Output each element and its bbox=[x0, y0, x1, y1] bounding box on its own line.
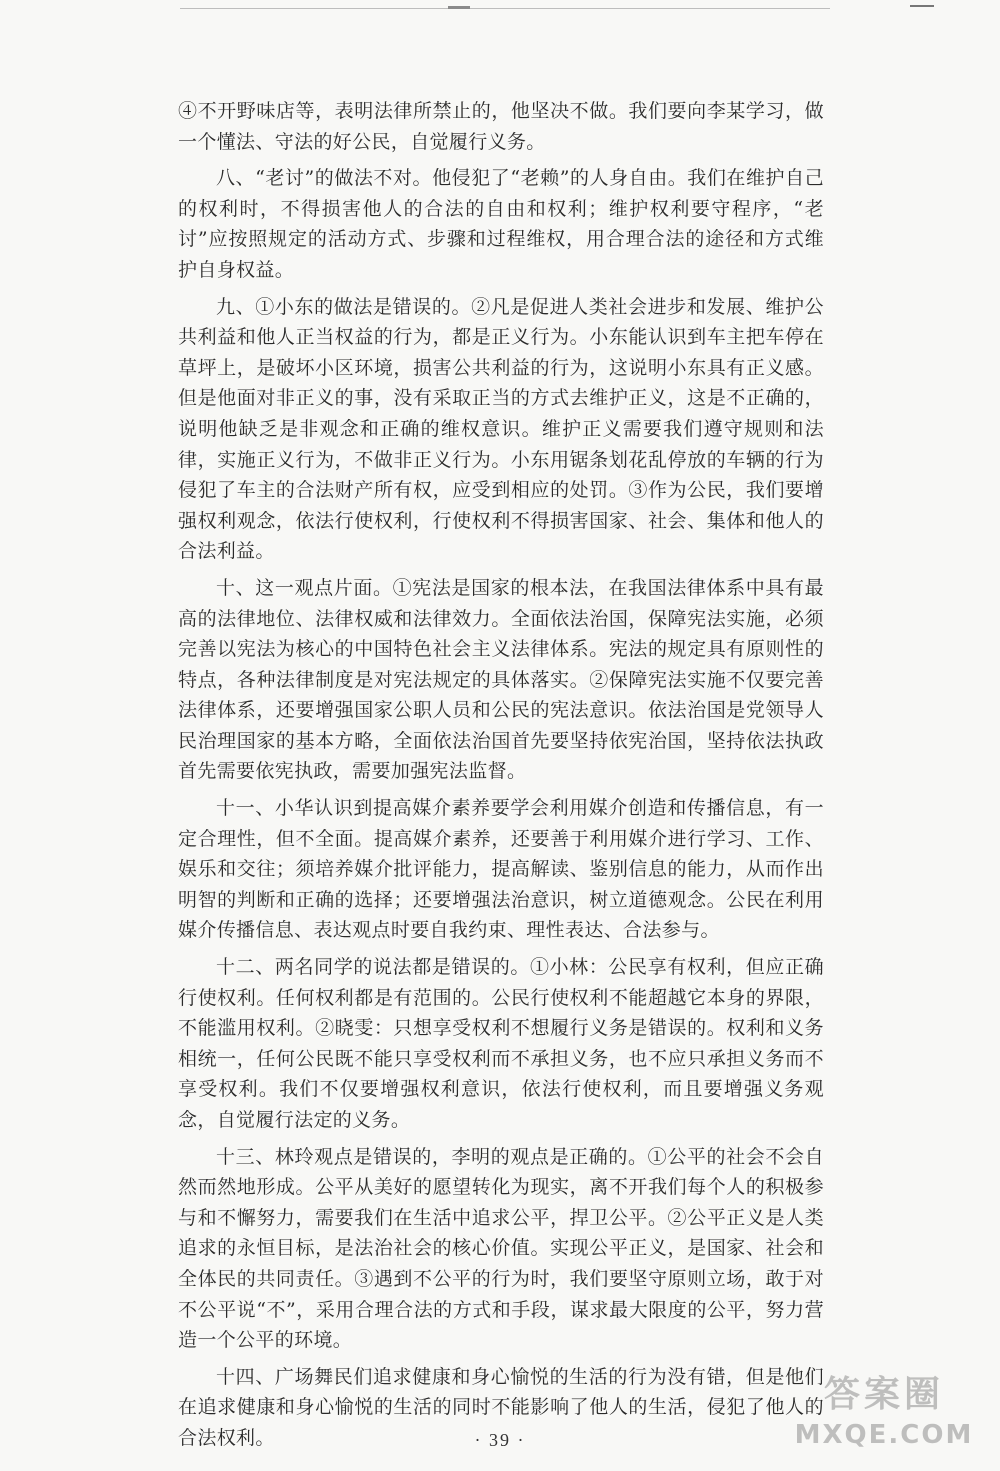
page-number: · 39 · bbox=[474, 1430, 526, 1450]
top-mark bbox=[448, 6, 470, 9]
watermark-url: MXQE.COM bbox=[794, 1420, 974, 1450]
answer-9: 九、①小东的做法是错误的。②凡是促进人类社会进步和发展、维护公共利益和他人正当权益的行为，都是正义行为。小东能认识到车主把车停在草坪上，是破坏小区环境，损害公共利益的行为，这说明小东具有正义感。但是他面对非正义的事，没有采取正当的方式去维护正义，这是不正确的，说明他缺乏是非观念和正确的维权意识。维护正义需要我们遵守规则和法律，实施正义行为，不做非正义行为。小东用锯条划花乱停放的车辆的行为侵犯了车主的合法财产所有权，应受到相应的处罚。③作为公民，我们要增强权利观念，依法行使权利，行使权利不得损害国家、社会、集体和他人的合法利益。 bbox=[178, 295, 824, 563]
page-body bbox=[178, 96, 824, 1460]
watermark-logo bbox=[786, 1372, 982, 1462]
answer-14: 十四、广场舞民们追求健康和身心愉悦的生活的行为没有错，但是他们在追求健康和身心愉悦的生活的同时不能影响了他人的生活，侵犯了他人的合法权利。 bbox=[178, 1365, 824, 1449]
top-rule bbox=[180, 8, 830, 9]
answer-12: 十二、两名同学的说法都是错误的。①小林：公民享有权利，但应正确行使权利。任何权利都是有范围的。公民行使权利不能超越它本身的界限，不能滥用权利。②晓雯：只想享受权利不想履行义务是错误的。权利和义务相统一，任何公民既不能只享受权利而不承担义务，也不应只承担义务而不享受权利。我们不仅要增强权利意识，依法行使权利，而且要增强义务观念，自觉履行法定的义务。 bbox=[178, 956, 824, 1131]
corner-dash bbox=[910, 5, 934, 7]
paragraph-continuation: ④不开野味店等，表明法律所禁止的，他坚决不做。我们要向李某学习，做一个懂法、守法的好公民，自觉履行义务。 bbox=[178, 100, 824, 153]
watermark-title: 答案圈 bbox=[823, 1374, 944, 1415]
answer-13: 十三、林玲观点是错误的，李明的观点是正确的。①公平的社会不会自然而然地形成。公平从美好的愿望转化为现实，离不开我们每个人的积极参与和不懈努力，需要我们在生活中追求公平，捍卫公平。②公平正义是人类追求的永恒目标，是法治社会的核心价值。实现公平正义，是国家、社会和全体民的共同责任。③遇到不公平的行为时，我们要坚守原则立场，敢于对不公平说“不”，采用合理合法的方式和手段，谋求最大限度的公平，努力营造一个公平的环境。 bbox=[178, 1145, 824, 1352]
answer-8: 八、“老讨”的做法不对。他侵犯了“老赖”的人身自由。我们在维护自己的权利时，不得损害他人的合法的自由和权利；维护权利要守程序，“老讨”应按照规定的活动方式、步骤和过程维权，用合理合法的途径和方式维护自身权益。 bbox=[178, 167, 824, 281]
answer-10: 十、这一观点片面。①宪法是国家的根本法，在我国法律体系中具有最高的法律地位、法律权威和法律效力。全面依法治国，保障宪法实施，必须完善以宪法为核心的中国特色社会主义法律体系。宪法的规定具有原则性的特点，各种法律制度是对宪法规定的具体落实。②保障宪法实施不仅要完善法律体系，还要增强国家公职人员和公民的宪法意识。依法治国是党领导人民治理国家的基本方略，全面依法治国首先要坚持依宪治国，坚持依法执政首先需要依宪执政，需要加强宪法监督。 bbox=[178, 576, 824, 783]
answer-11: 十一、小华认识到提高媒介素养要学会利用媒介创造和传播信息，有一定合理性，但不全面。提高媒介素养，还要善于利用媒介进行学习、工作、娱乐和交往；须培养媒介批评能力，提高解读、鉴别信息的能力，从而作出明智的判断和正确的选择；还要增强法治意识，树立道德观念。公民在利用媒介传播信息、表达观点时要自我约束、理性表达、合法参与。 bbox=[178, 797, 824, 942]
